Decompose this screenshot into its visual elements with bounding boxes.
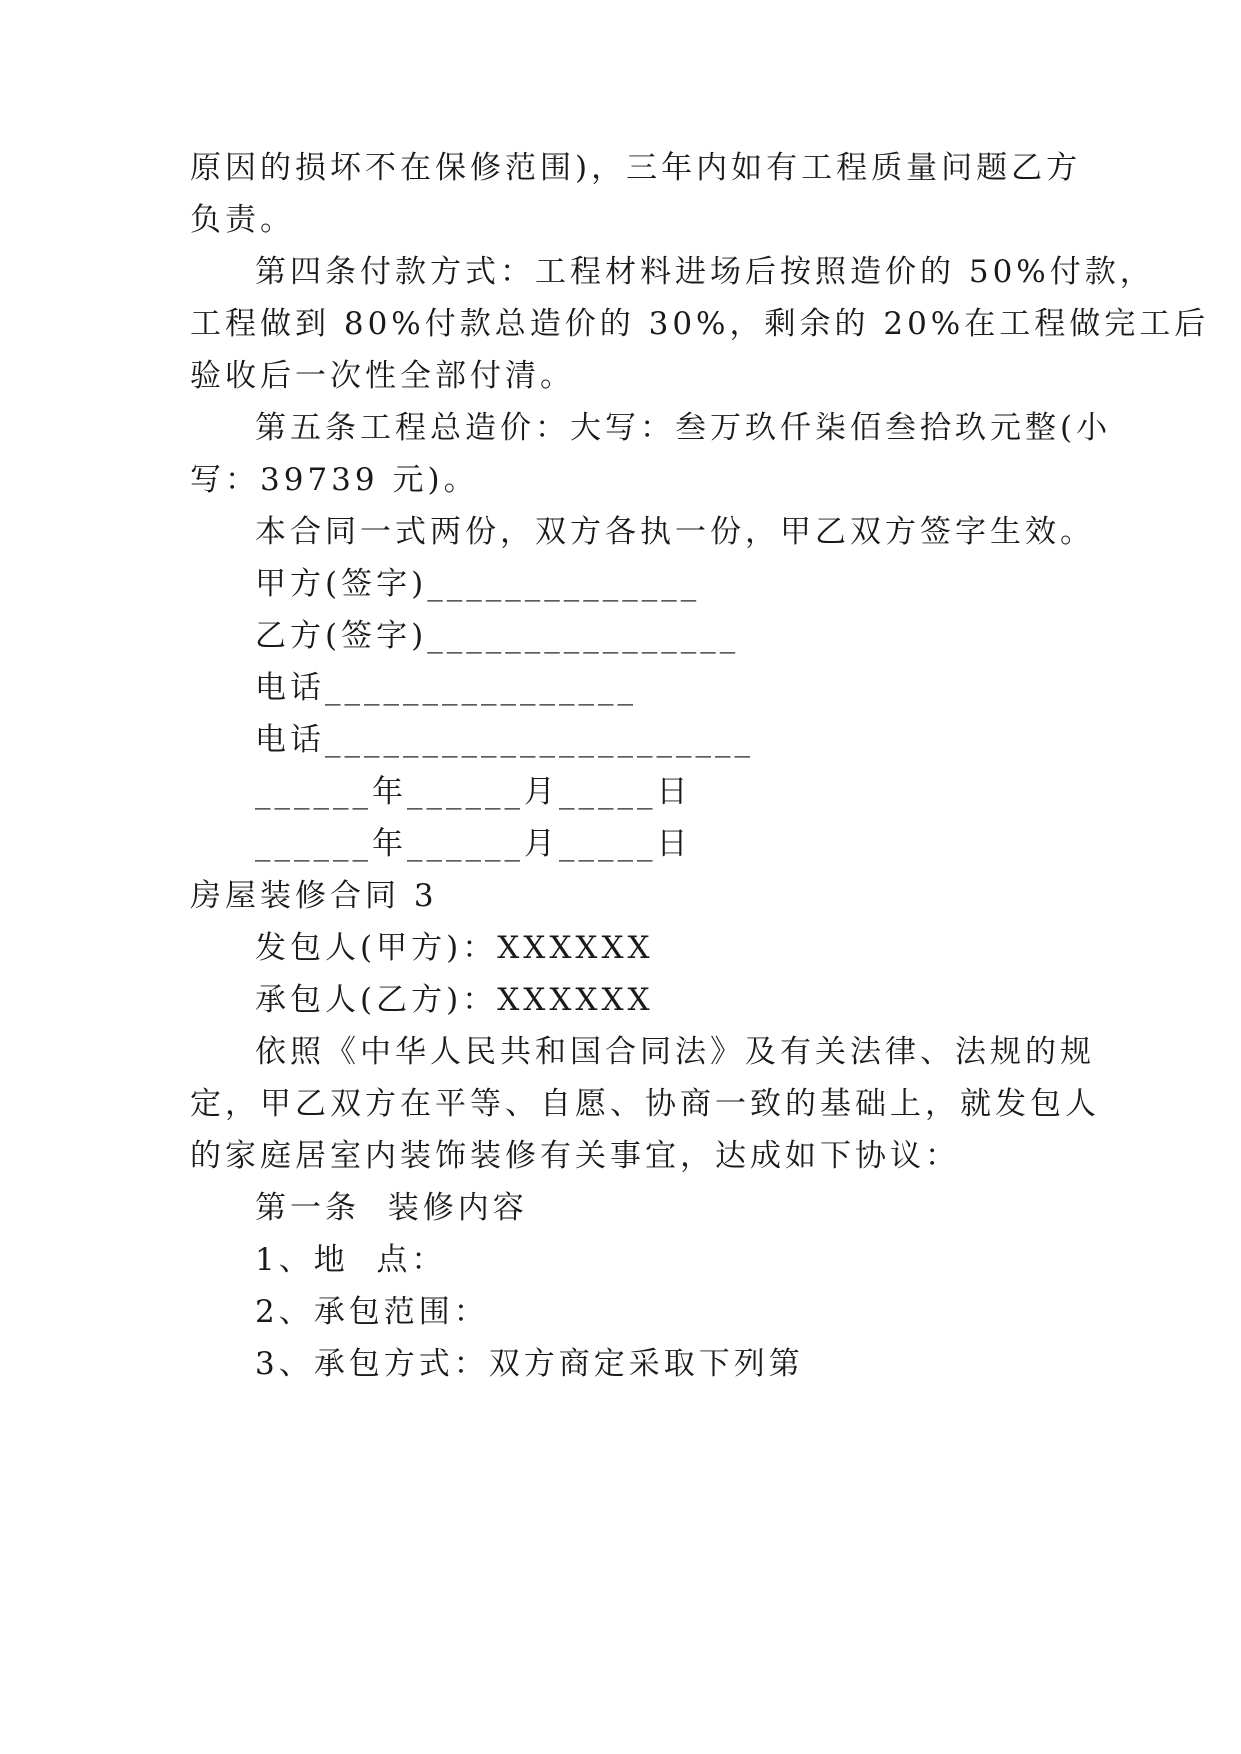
party-a-signature: 甲方(签字)______________ (255, 566, 701, 602)
contract3-heading: 房屋装修合同 3 (190, 878, 438, 914)
party-b-signature: 乙方(签字)________________ (255, 618, 740, 654)
item-scope: 2、承包范围： (255, 1294, 489, 1330)
contractor-line: 承包人(乙方)：XXXXXX (255, 982, 654, 1018)
article4-line-3: 验收后一次性全部付清。 (190, 358, 575, 394)
article4-line-2: 工程做到 80%付款总造价的 30%，剩余的 20%在工程做完工后 (190, 306, 1210, 342)
article5-line-1: 第五条工程总造价：大写：叁万玖仟柒佰叁拾玖元整(小 (255, 410, 1112, 446)
article1-title: 第一条 装修内容 (255, 1190, 528, 1226)
warranty-line-2: 负责。 (190, 202, 295, 238)
employer-line: 发包人(甲方)：XXXXXX (255, 930, 654, 966)
warranty-line-1: 原因的损坏不在保修范围)，三年内如有工程质量问题乙方 (190, 150, 1082, 186)
date-line-1: ______年______月_____日 (255, 774, 692, 810)
item-location: 1、地 点： (255, 1242, 447, 1278)
copies-clause: 本合同一式两份，双方各执一份，甲乙双方签字生效。 (255, 514, 1095, 550)
basis-line-2: 定，甲乙双方在平等、自愿、协商一致的基础上，就发包人 (190, 1086, 1100, 1122)
basis-line-1: 依照《中华人民共和国合同法》及有关法律、法规的规 (255, 1034, 1095, 1070)
phone-line-1: 电话________________ (255, 670, 637, 706)
item-method: 3、承包方式：双方商定采取下列第 (255, 1346, 804, 1382)
article4-line-1: 第四条付款方式：工程材料进场后按照造价的 50%付款， (255, 254, 1155, 290)
article5-line-2: 写：39739 元)。 (190, 462, 479, 498)
basis-line-3: 的家庭居室内装饰装修有关事宜，达成如下协议： (190, 1138, 960, 1174)
phone-line-2: 电话______________________ (255, 722, 754, 758)
date-line-2: ______年______月_____日 (255, 826, 692, 862)
